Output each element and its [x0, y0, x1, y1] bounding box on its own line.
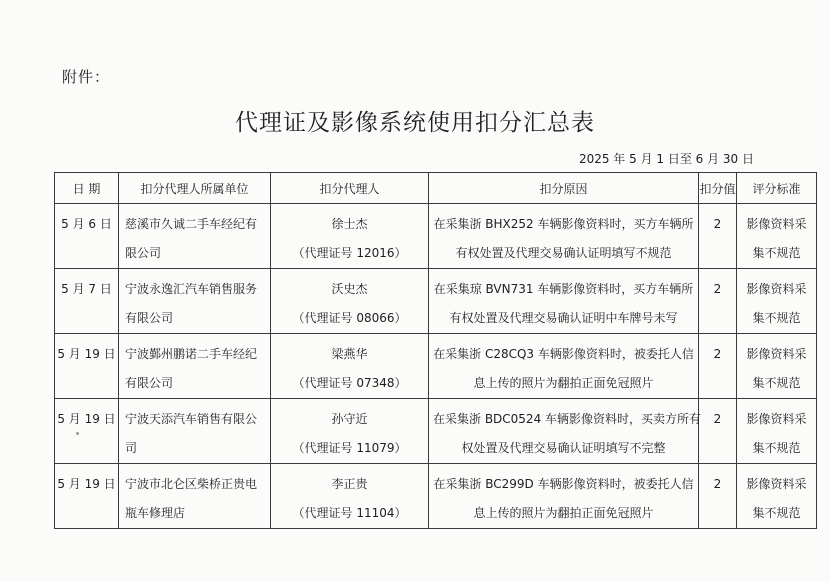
cell-unit: [119, 204, 271, 269]
cell-reason: [429, 334, 699, 399]
points-text: 2: [713, 477, 722, 491]
date-text: 5 月 6 日: [61, 217, 112, 231]
header-unit: 扣分代理人所属单位: [119, 173, 271, 204]
agent-cert: （代理证号 11104）: [292, 506, 407, 520]
standard-text: 影像资料采集不规范: [746, 282, 807, 325]
cell-agent: [271, 204, 429, 269]
agent-name: 孙守近: [331, 412, 368, 426]
points-text: 2: [713, 217, 722, 231]
reason-line-2: 有权处置及代理交易确认证明填写不规范: [455, 246, 672, 260]
agent-name: 梁燕华: [331, 347, 368, 361]
date-range: 2025 年 5 月 1 日至 6 月 30 日: [578, 152, 754, 166]
table-row: [55, 464, 817, 529]
cell-date: [55, 399, 119, 464]
reason-line-1: 在采集琼 BVN731 车辆影像资料时，买方车辆所: [433, 282, 694, 296]
unit-text: 宁波鄞州鹏诺二手车经纪有限公司: [125, 347, 258, 390]
date-text: 5 月 19 日: [57, 347, 116, 361]
page-title: 代理证及影像系统使用扣分汇总表: [235, 110, 595, 136]
agent-cert: （代理证号 11079）: [292, 441, 407, 455]
reason-line-1: 在采集浙 BDC0524 车辆影像资料时，买卖方所有: [433, 412, 702, 426]
cell-unit: [119, 464, 271, 529]
unit-text: 宁波永逸汇汽车销售服务有限公司: [125, 282, 258, 325]
standard-text: 影像资料采集不规范: [746, 412, 807, 455]
cell-date: [55, 334, 119, 399]
standard-text: 影像资料采集不规范: [746, 477, 807, 520]
agent-cert: （代理证号 12016）: [292, 246, 407, 260]
cell-standard: [737, 464, 817, 529]
table-row: [55, 399, 817, 464]
date-text: 5 月 7 日: [61, 282, 112, 296]
agent-cert: （代理证号 07348）: [292, 376, 407, 390]
cell-reason: [429, 399, 702, 464]
date-text: 5 月 19 日: [57, 412, 116, 426]
agent-name: 李正贵: [331, 477, 368, 491]
cell-unit: [119, 399, 271, 464]
cell-reason: [429, 204, 699, 269]
cell-standard: [737, 399, 817, 464]
cell-points: [699, 399, 737, 464]
cell-points: [699, 334, 737, 399]
header-points: 扣分值: [699, 173, 737, 204]
header-standard: 评分标准: [737, 173, 817, 204]
header-reason: 扣分原因: [429, 173, 699, 204]
cell-points: [699, 204, 737, 269]
header-date: 日 期: [55, 173, 119, 204]
unit-text: 慈溪市久诚二手车经纪有限公司: [125, 217, 258, 260]
agent-name: 徐士杰: [331, 217, 368, 231]
table-row: [55, 334, 817, 399]
cell-date: [55, 204, 119, 269]
cell-standard: [737, 334, 817, 399]
cell-date: [55, 464, 119, 529]
points-text: 2: [713, 412, 722, 426]
scan-speck: [76, 432, 79, 435]
reason-line-2: 息上传的照片为翻拍正面免冠照片: [473, 376, 654, 390]
cell-agent: [271, 464, 429, 529]
cell-standard: [737, 269, 817, 334]
table-header-row: [55, 173, 817, 204]
reason-line-1: 在采集浙 BC299D 车辆影像资料时，被委托人信: [433, 477, 694, 491]
cell-agent: [271, 269, 429, 334]
unit-text: 宁波天添汽车销售有限公司: [125, 412, 258, 455]
cell-date: [55, 269, 119, 334]
reason-line-1: 在采集浙 BHX252 车辆影像资料时，买方车辆所: [433, 217, 694, 231]
cell-points: [699, 269, 737, 334]
deduction-table: [54, 172, 817, 529]
cell-standard: [737, 204, 817, 269]
standard-text: 影像资料采集不规范: [746, 347, 807, 390]
table-row: [55, 269, 817, 334]
attachment-label: 附件：: [62, 68, 111, 86]
reason-line-2: 权处置及代理交易确认证明填写不完整: [461, 441, 666, 455]
cell-unit: [119, 269, 271, 334]
cell-agent: [271, 399, 429, 464]
reason-line-2: 有权处置及代理交易确认证明中车牌号未写: [449, 311, 678, 325]
cell-agent: [271, 334, 429, 399]
points-text: 2: [713, 282, 722, 296]
unit-text: 宁波市北仑区柴桥正贵电瓶车修理店: [125, 477, 258, 520]
cell-unit: [119, 334, 271, 399]
date-text: 5 月 19 日: [57, 477, 116, 491]
cell-reason: [429, 464, 699, 529]
points-text: 2: [713, 347, 722, 361]
agent-name: 沃史杰: [331, 282, 368, 296]
reason-line-1: 在采集浙 C28CQ3 车辆影像资料时，被委托人信: [433, 347, 694, 361]
standard-text: 影像资料采集不规范: [746, 217, 807, 260]
agent-cert: （代理证号 08066）: [292, 311, 407, 325]
header-agent: 扣分代理人: [271, 173, 429, 204]
cell-points: [699, 464, 737, 529]
table-row: [55, 204, 817, 269]
reason-line-2: 息上传的照片为翻拍正面免冠照片: [473, 506, 654, 520]
cell-reason: [429, 269, 699, 334]
